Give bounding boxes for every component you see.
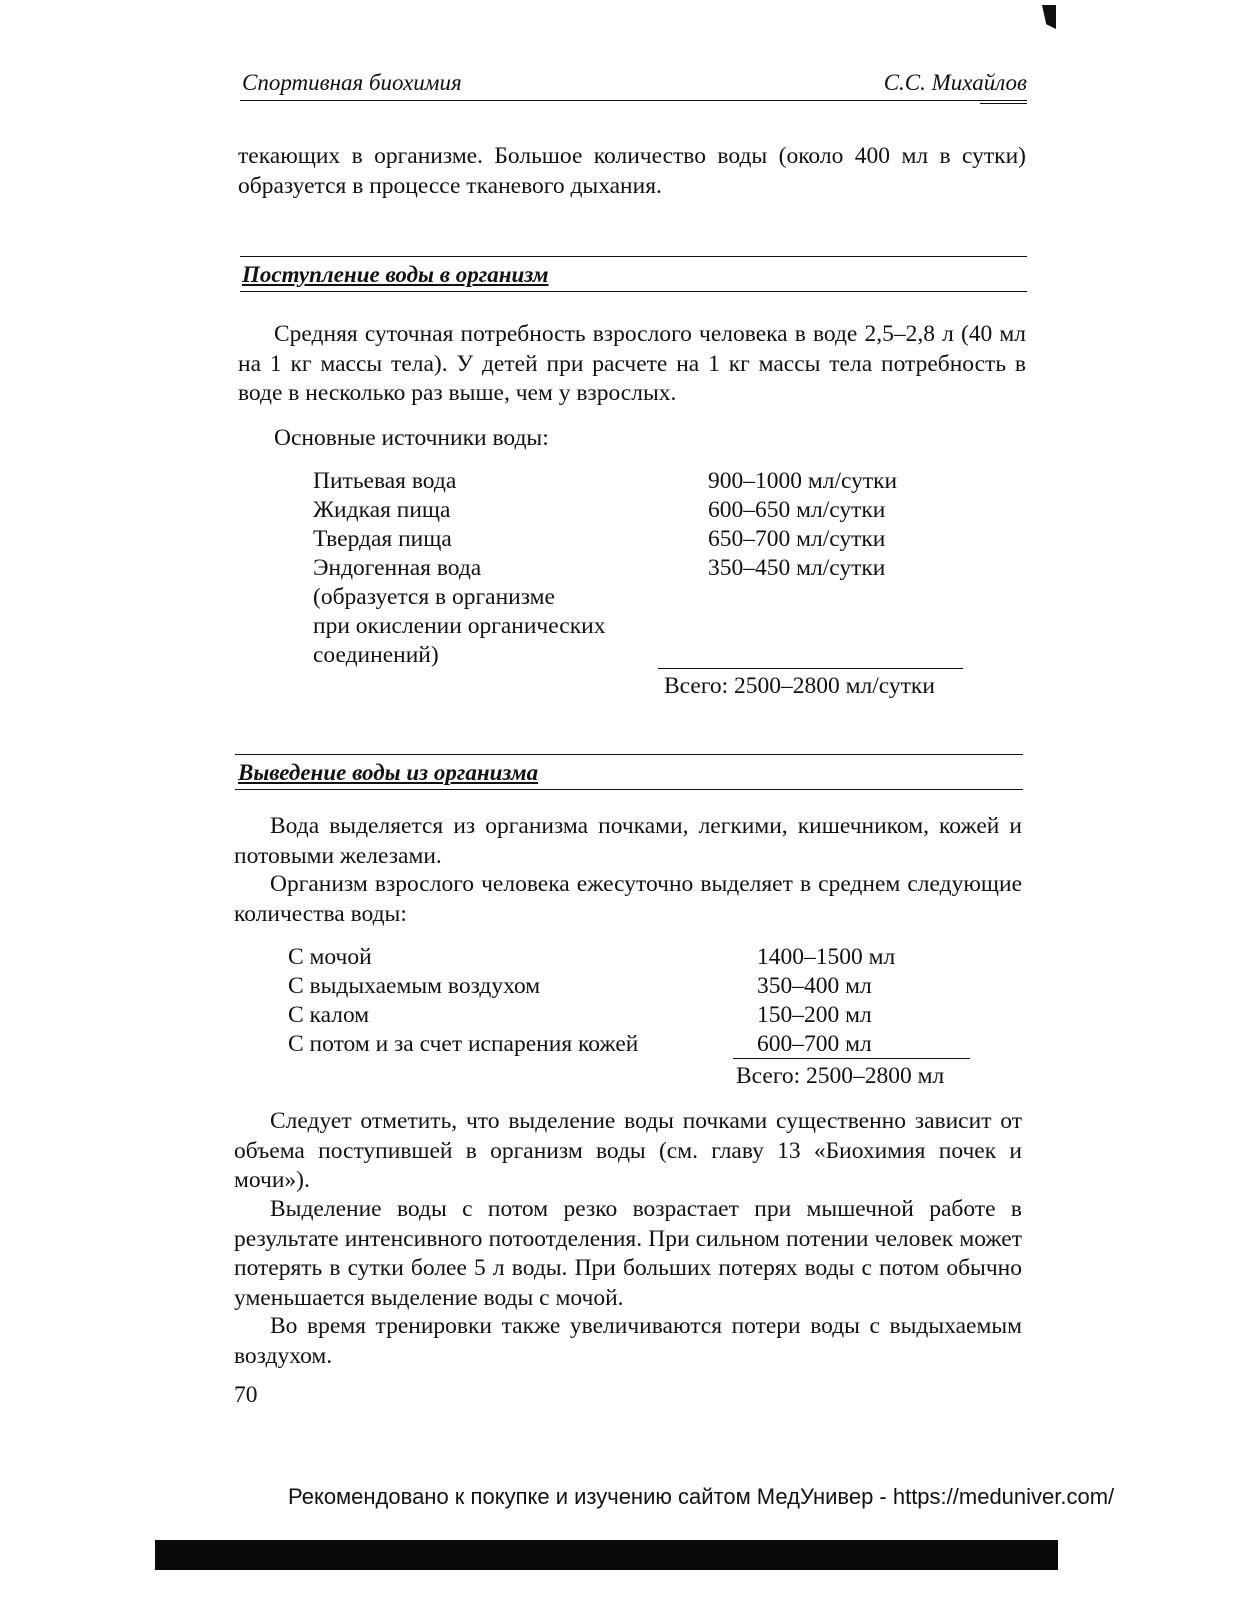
corner-scan-mark	[1042, 5, 1056, 29]
section-rule-bottom	[240, 291, 1027, 292]
source-label: Питьевая вода	[313, 468, 457, 494]
output-label: С потом и за счет испарения кожей	[288, 1031, 639, 1057]
output-label: С калом	[288, 1002, 370, 1028]
section-title-output: Выведение воды из организма	[238, 760, 539, 785]
output-paragraph-4: Выделение воды с потом резко возрастает при мышечной работе в результате интенсивного потоотделения. При сильном потении человек может потерять в сутки более 5 л воды. При больших потерях воды с потом обычно уменьшается выделение воды с мочой.	[234, 1196, 1022, 1311]
bottom-scan-bar	[155, 1540, 1058, 1570]
output-label: С выдыхаемым воздухом	[288, 973, 541, 999]
output-paragraph-5: Во время тренировки также увеличиваются потери воды с выдыхаемым воздухом.	[234, 1313, 1022, 1369]
sources-heading: Основные источники воды:	[274, 425, 549, 451]
page-number: 70	[234, 1382, 258, 1408]
output-paragraph-3: Следует отметить, что выделение воды почками существенно зависит от объема поступившей в организм воды (см. главу 13 «Биохимия почек и мочи»).	[234, 1108, 1022, 1193]
section-rule-bottom	[235, 789, 1023, 790]
intake-paragraph: Средняя суточная потребность взрослого человека в воде 2,5–2,8 л (40 мл на 1 кг массы тела). У детей при расчете на 1 кг массы тела потребность в воде в несколько раз выше, чем у взрослых.	[238, 321, 1026, 406]
section-title-intake: Поступление воды в организм	[242, 262, 549, 287]
source-label: Твердая пища	[313, 526, 452, 552]
output-paragraph-2: Организм взрослого человека ежесуточно выделяет в среднем следующие количества воды:	[234, 871, 1022, 927]
running-header-title: Спортивная биохимия	[242, 70, 462, 95]
output-value: 1400–1500 мл	[757, 944, 896, 970]
output-value: 150–200 мл	[757, 1002, 872, 1028]
header-rule-accent	[980, 103, 1027, 104]
output-value: 350–400 мл	[757, 973, 872, 999]
header-rule	[240, 100, 1027, 101]
intake-total-rule	[658, 668, 963, 669]
output-label: С мочой	[288, 944, 372, 970]
output-value: 600–700 мл	[757, 1031, 872, 1057]
source-label: Эндогенная вода	[313, 555, 482, 581]
source-value: 900–1000 мл/сутки	[708, 468, 898, 494]
source-value: 600–650 мл/сутки	[708, 497, 886, 523]
output-paragraph-1: Вода выделяется из организма почками, легкими, кишечником, кожей и потовыми железами.	[234, 813, 1022, 869]
source-value: 650–700 мл/сутки	[708, 526, 886, 552]
endogenous-note-line: (образуется в организме	[313, 584, 555, 610]
endogenous-note-line: при окислении органических	[313, 613, 606, 639]
running-header-author: С.С. Михайлов	[883, 70, 1027, 95]
intro-paragraph: текающих в организме. Большое количество воды (около 400 мл в сутки) образуется в процессе тканевого дыхания.	[238, 143, 1026, 199]
intake-total: Всего: 2500–2800 мл/сутки	[664, 673, 935, 699]
output-total-rule	[733, 1058, 970, 1059]
footer-recommendation: Рекомендовано к покупке и изучению сайтом МедУнивер - https://meduniver.com/	[288, 1484, 1115, 1509]
source-value: 350–450 мл/сутки	[708, 555, 886, 581]
section-rule-top	[235, 754, 1023, 755]
output-total: Всего: 2500–2800 мл	[736, 1063, 945, 1089]
source-label: Жидкая пища	[313, 497, 451, 523]
endogenous-note-line: соединений)	[313, 642, 439, 668]
section-rule-top	[240, 256, 1027, 257]
